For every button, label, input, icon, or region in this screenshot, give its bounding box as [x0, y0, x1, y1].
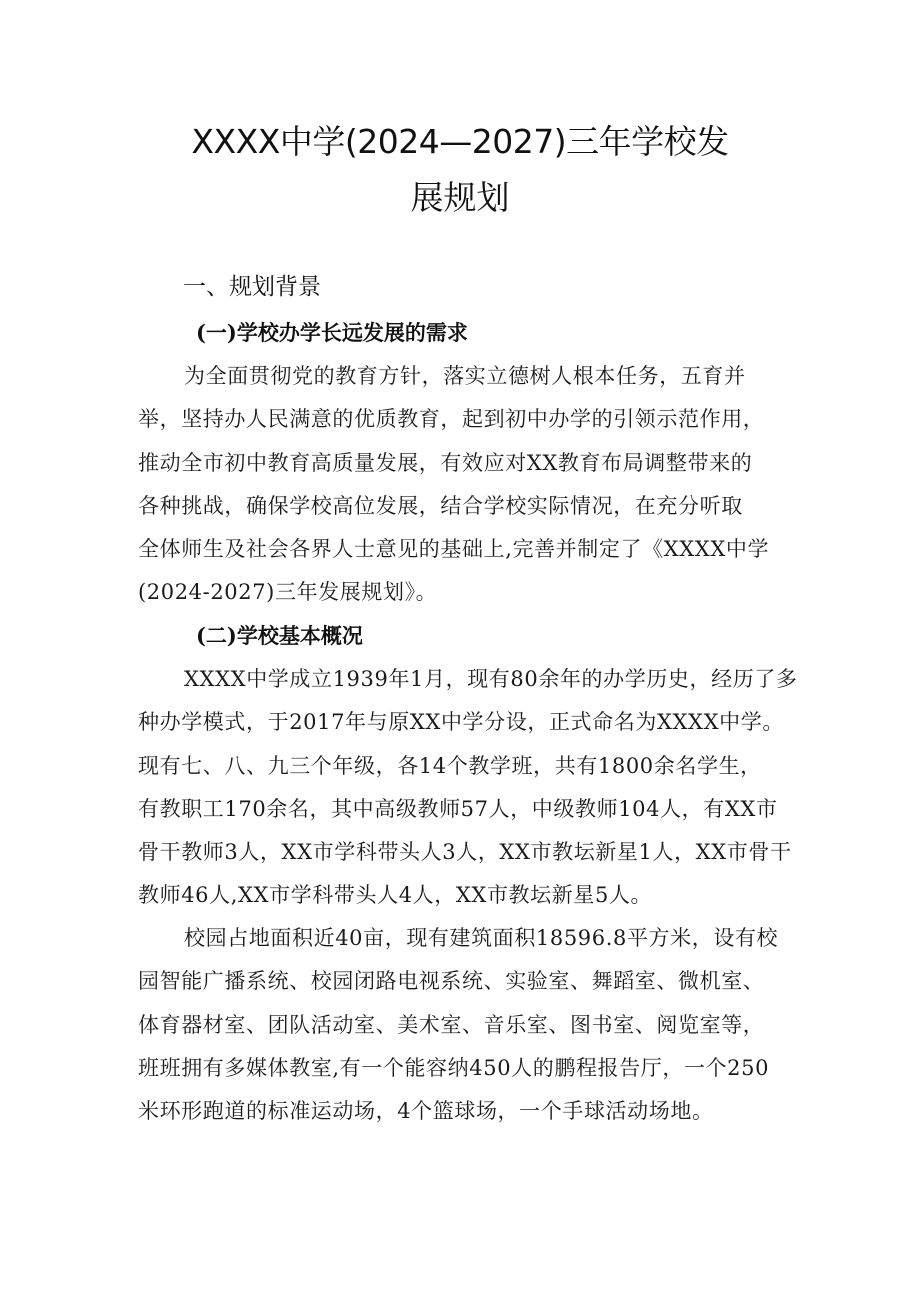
paragraph-line: 班班拥有多媒体教室,有一个能容纳450人的鹏程报告厅，一个250 [138, 1055, 770, 1080]
paragraph-line: 推动全市初中教育高质量发展，有效应对XX教育布局调整带来的 [138, 450, 753, 475]
paragraph-line: (2024-2027)三年发展规划》。 [138, 580, 438, 605]
paragraph-line: 现有七、八、九三个年级，各14个教学班，共有1800余名学生， [138, 753, 762, 778]
paragraph-line: 体育器材室、团队活动室、美术室、音乐室、图书室、阅览室等， [138, 1012, 765, 1037]
document-title-line-2: 展规划 [410, 178, 510, 217]
document-title-line-1: XXXX中学(2024—2027)三年学校发 [191, 122, 729, 161]
paragraph-line: 举，坚持办人民满意的优质教育，起到初中办学的引领示范作用， [138, 407, 765, 432]
paragraph-line: 全体师生及社会各界人士意见的基础上,完善并制定了《XXXX中学 [138, 537, 770, 562]
paragraph-line: XXXX中学成立1939年1月，现有80余年的办学历史，经历了多 [184, 667, 798, 691]
paragraph-line: 校园占地面积近40亩，现有建筑面积18596.8平方米，设有校 [184, 926, 779, 950]
paragraph-campus [138, 917, 798, 1133]
subsection-heading-needs: (一)学校办学长远发展的需求 [196, 320, 468, 345]
paragraph-line: 米环形跑道的标准运动场，4个篮球场，一个手球活动场地。 [138, 1099, 714, 1124]
paragraph-history [138, 658, 798, 918]
paragraph-line: 有教职工170余名，其中高级教师57人，中级教师104人，有XX市 [138, 796, 778, 821]
paragraph-line: 各种挑战，确保学校高位发展，结合学校实际情况，在充分听取 [138, 493, 743, 518]
paragraph-line: 教师46人,XX市学科带头人4人，XX市教坛新星5人。 [138, 883, 653, 908]
paragraph-line: 为全面贯彻党的教育方针，落实立德树人根本任务，五育并 [184, 364, 746, 388]
paragraph-line: 骨干教师3人，XX市学科带头人3人，XX市教坛新星1人，XX市骨干 [138, 840, 792, 865]
subsection-heading-overview: (二)学校基本概况 [196, 623, 363, 648]
section-heading-background: 一、规划背景 [183, 274, 321, 300]
paragraph-line: 种办学模式，于2017年与原XX中学分设，正式命名为XXXX中学。 [138, 710, 784, 735]
paragraph-needs [138, 355, 798, 615]
paragraph-line: 园智能广播系统、校园闭路电视系统、实验室、舞蹈室、微机室、 [138, 969, 765, 994]
